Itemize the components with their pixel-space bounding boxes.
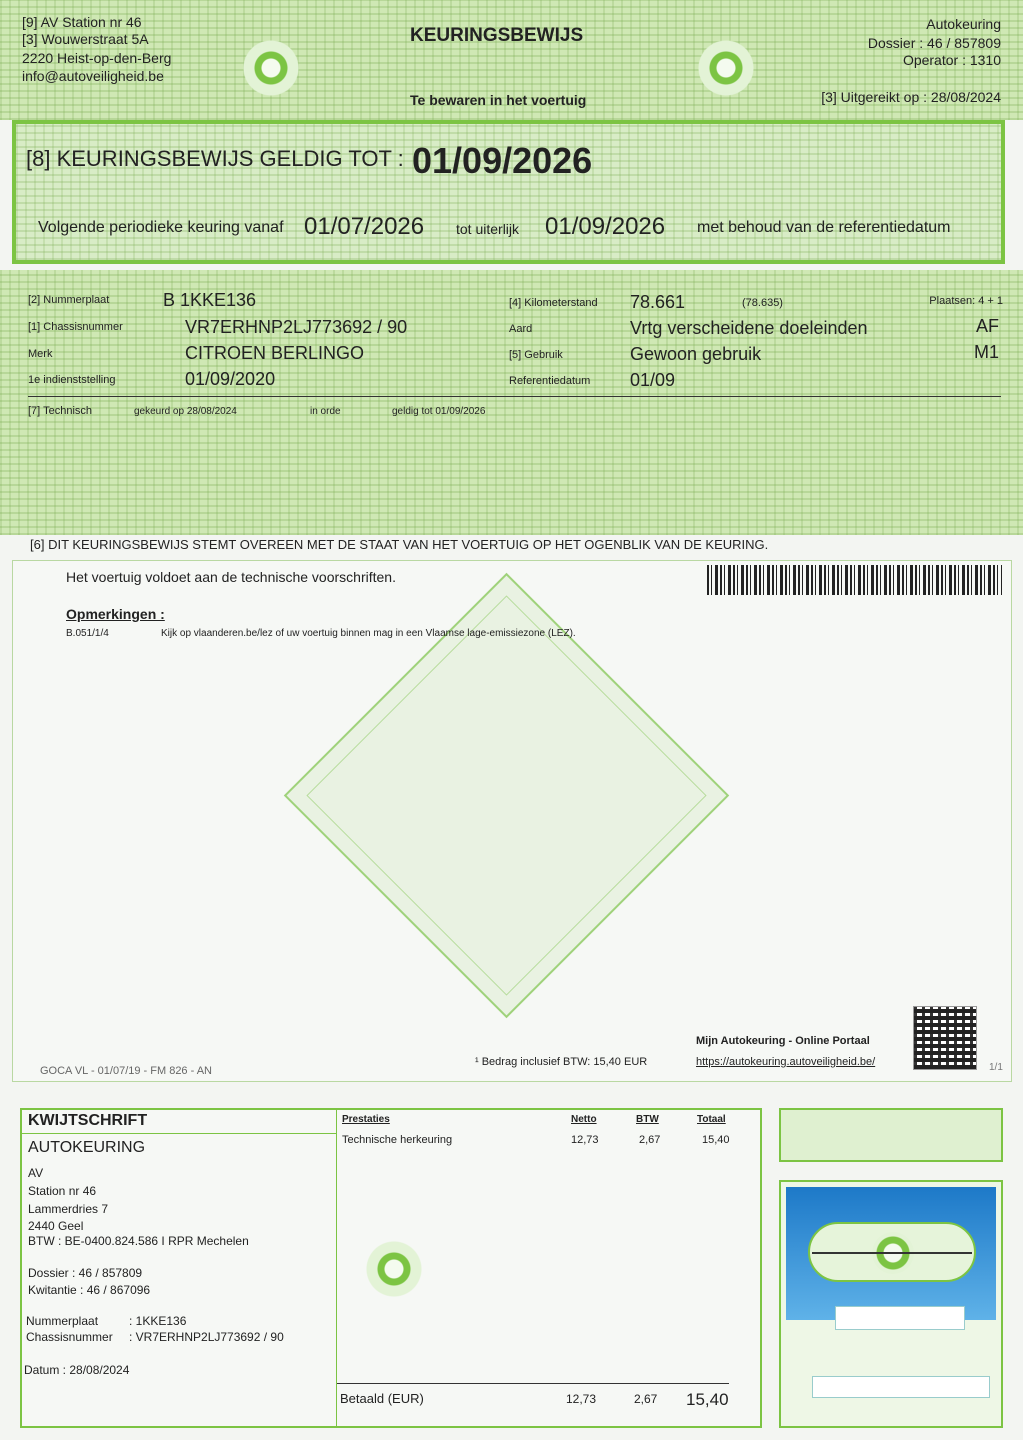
vehicle-background — [0, 270, 1023, 535]
item-total: 15,40 — [702, 1134, 730, 1146]
eye-logo-icon — [363, 1238, 425, 1300]
receipt-title: KWIJTSCHRIFT — [28, 1112, 148, 1129]
plate-value: B 1KKE136 — [163, 290, 257, 310]
document-subtitle: Te bewaren in het voertuig — [410, 92, 587, 108]
document-title: KEURINGSBEWIJS — [410, 25, 584, 46]
dossier-number: Dossier : 46 / 857809 — [867, 35, 1001, 51]
kind-code: AF — [975, 316, 999, 336]
eye-logo-icon — [698, 40, 754, 96]
receipt-column-divider — [336, 1108, 337, 1428]
receipt-street: Lammerdries 7 — [28, 1202, 109, 1216]
first-registration-value: 01/09/2020 — [185, 369, 276, 389]
make-value: CITROEN BERLINGO — [185, 343, 365, 363]
receipt-plate-label: Nummerplaat — [26, 1314, 99, 1328]
kind-value: Vrtg verscheidene doeleinden — [630, 318, 868, 338]
stub-field-1 — [835, 1306, 965, 1330]
qr-code — [913, 1006, 977, 1070]
next-inspection-from: 01/07/2026 — [304, 213, 425, 240]
address-city: 2220 Heist-op-den-Berg — [22, 50, 172, 66]
total-divider — [337, 1383, 729, 1384]
tech-label: [7] Technisch — [28, 405, 93, 417]
refdate-value: 01/09 — [630, 370, 676, 390]
km-previous: (78.635) — [742, 297, 783, 309]
tech-status: in orde — [310, 406, 341, 417]
receipt-plate-value: : 1KKE136 — [129, 1314, 187, 1328]
receipt-dossier: Dossier : 46 / 857809 — [28, 1266, 143, 1280]
receipt-vat: BTW : BE-0400.824.586 I RPR Mechelen — [28, 1234, 249, 1248]
remark-code: B.051/1/4 — [66, 628, 109, 639]
remarks-title: Opmerkingen : — [66, 606, 165, 622]
receipt-city: 2440 Geel — [28, 1219, 84, 1233]
operator: Operator : 1310 — [902, 52, 1001, 68]
tech-checked: gekeurd op 28/08/2024 — [134, 406, 237, 417]
remark-text: Kijk op vlaanderen.be/lez of uw voertuig binnen mag in een Vlaamse lage-emissiezone (LEZ). — [161, 628, 576, 639]
next-inspection-prefix: Volgende periodieke keuring vanaf — [38, 219, 284, 236]
first-registration-label: 1e indienststelling — [28, 374, 116, 386]
eye-logo-icon — [243, 40, 299, 96]
use-code: M1 — [973, 342, 999, 362]
km-label: [4] Kilometerstand — [509, 297, 598, 309]
receipt-date: Datum : 28/08/2024 — [24, 1363, 130, 1377]
stub-field-2 — [812, 1376, 990, 1398]
station-line: [9] AV Station nr 46 — [22, 14, 142, 30]
valid-until-date: 01/09/2026 — [412, 140, 593, 181]
refdate-label: Referentiedatum — [509, 375, 591, 387]
right-title: Autokeuring — [926, 16, 1001, 32]
receipt-station: Station nr 46 — [28, 1184, 97, 1198]
barcode — [707, 565, 1002, 595]
plate-label: [2] Nummerplaat — [28, 294, 110, 306]
next-inspection-suffix: met behoud van de referentiedatum — [697, 219, 951, 236]
amount-note: ¹ Bedrag inclusief BTW: 15,40 EUR — [475, 1056, 648, 1068]
tech-valid: geldig tot 01/09/2026 — [392, 406, 486, 417]
item-vat: 2,67 — [639, 1134, 661, 1146]
item-net: 12,73 — [571, 1134, 599, 1146]
col-service: Prestaties — [342, 1114, 390, 1125]
stub-top — [779, 1108, 1003, 1162]
paid-label: Betaald (EUR) — [340, 1391, 424, 1406]
inspection-result: Het voertuig voldoet aan de technische voorschriften. — [66, 569, 396, 585]
chassis-value: VR7ERHNP2LJ773692 / 90 — [185, 317, 408, 337]
divider — [28, 396, 1001, 397]
make-label: Merk — [28, 348, 53, 360]
receipt-chassis-label: Chassisnummer — [26, 1330, 113, 1344]
issued-date: [3] Uitgereikt op : 28/08/2024 — [821, 89, 1001, 105]
receipt-subtitle: AUTOKEURING — [28, 1139, 146, 1156]
portal-title: Mijn Autokeuring - Online Portaal — [696, 1035, 870, 1047]
seats: Plaatsen: 4 + 1 — [929, 295, 1003, 307]
km-value: 78.661 — [630, 292, 686, 312]
col-net: Netto — [571, 1114, 597, 1125]
col-total: Totaal — [697, 1114, 726, 1125]
portal-link[interactable]: https://autokeuring.autoveiligheid.be/ — [696, 1056, 876, 1068]
form-code: GOCA VL - 01/07/19 - FM 826 - AN — [40, 1065, 212, 1077]
receipt-company: AV — [28, 1166, 44, 1180]
use-value: Gewoon gebruik — [630, 344, 762, 364]
address-line: [3] Wouwerstraat 5A — [22, 31, 149, 47]
conformity-statement: [6] DIT KEURINGSBEWIJS STEMT OVEREEN MET DE STAAT VAN HET VOERTUIG OP HET OGENBLIK VAN DE KEURING. — [30, 537, 769, 552]
page-number: 1/1 — [989, 1062, 1003, 1073]
sticker-line — [812, 1252, 972, 1254]
next-inspection-until: 01/09/2026 — [545, 213, 666, 240]
paid-net: 12,73 — [566, 1392, 597, 1406]
item-name: Technische herkeuring — [342, 1134, 453, 1146]
email: info@autoveiligheid.be — [22, 68, 164, 84]
paid-vat: 2,67 — [634, 1392, 658, 1406]
paid-total: 15,40 — [686, 1390, 729, 1409]
use-label: [5] Gebruik — [509, 349, 563, 361]
col-vat: BTW — [636, 1114, 659, 1125]
receipt-title-divider — [22, 1133, 336, 1134]
kind-label: Aard — [509, 323, 533, 335]
chassis-label: [1] Chassisnummer — [28, 321, 123, 333]
validity-label: [8] KEURINGSBEWIJS GELDIG TOT : — [26, 146, 404, 171]
receipt-chassis-value: : VR7ERHNP2LJ773692 / 90 — [129, 1330, 284, 1344]
receipt-kwitantie: Kwitantie : 46 / 867096 — [28, 1283, 151, 1297]
next-inspection-mid: tot uiterlijk — [456, 221, 520, 237]
